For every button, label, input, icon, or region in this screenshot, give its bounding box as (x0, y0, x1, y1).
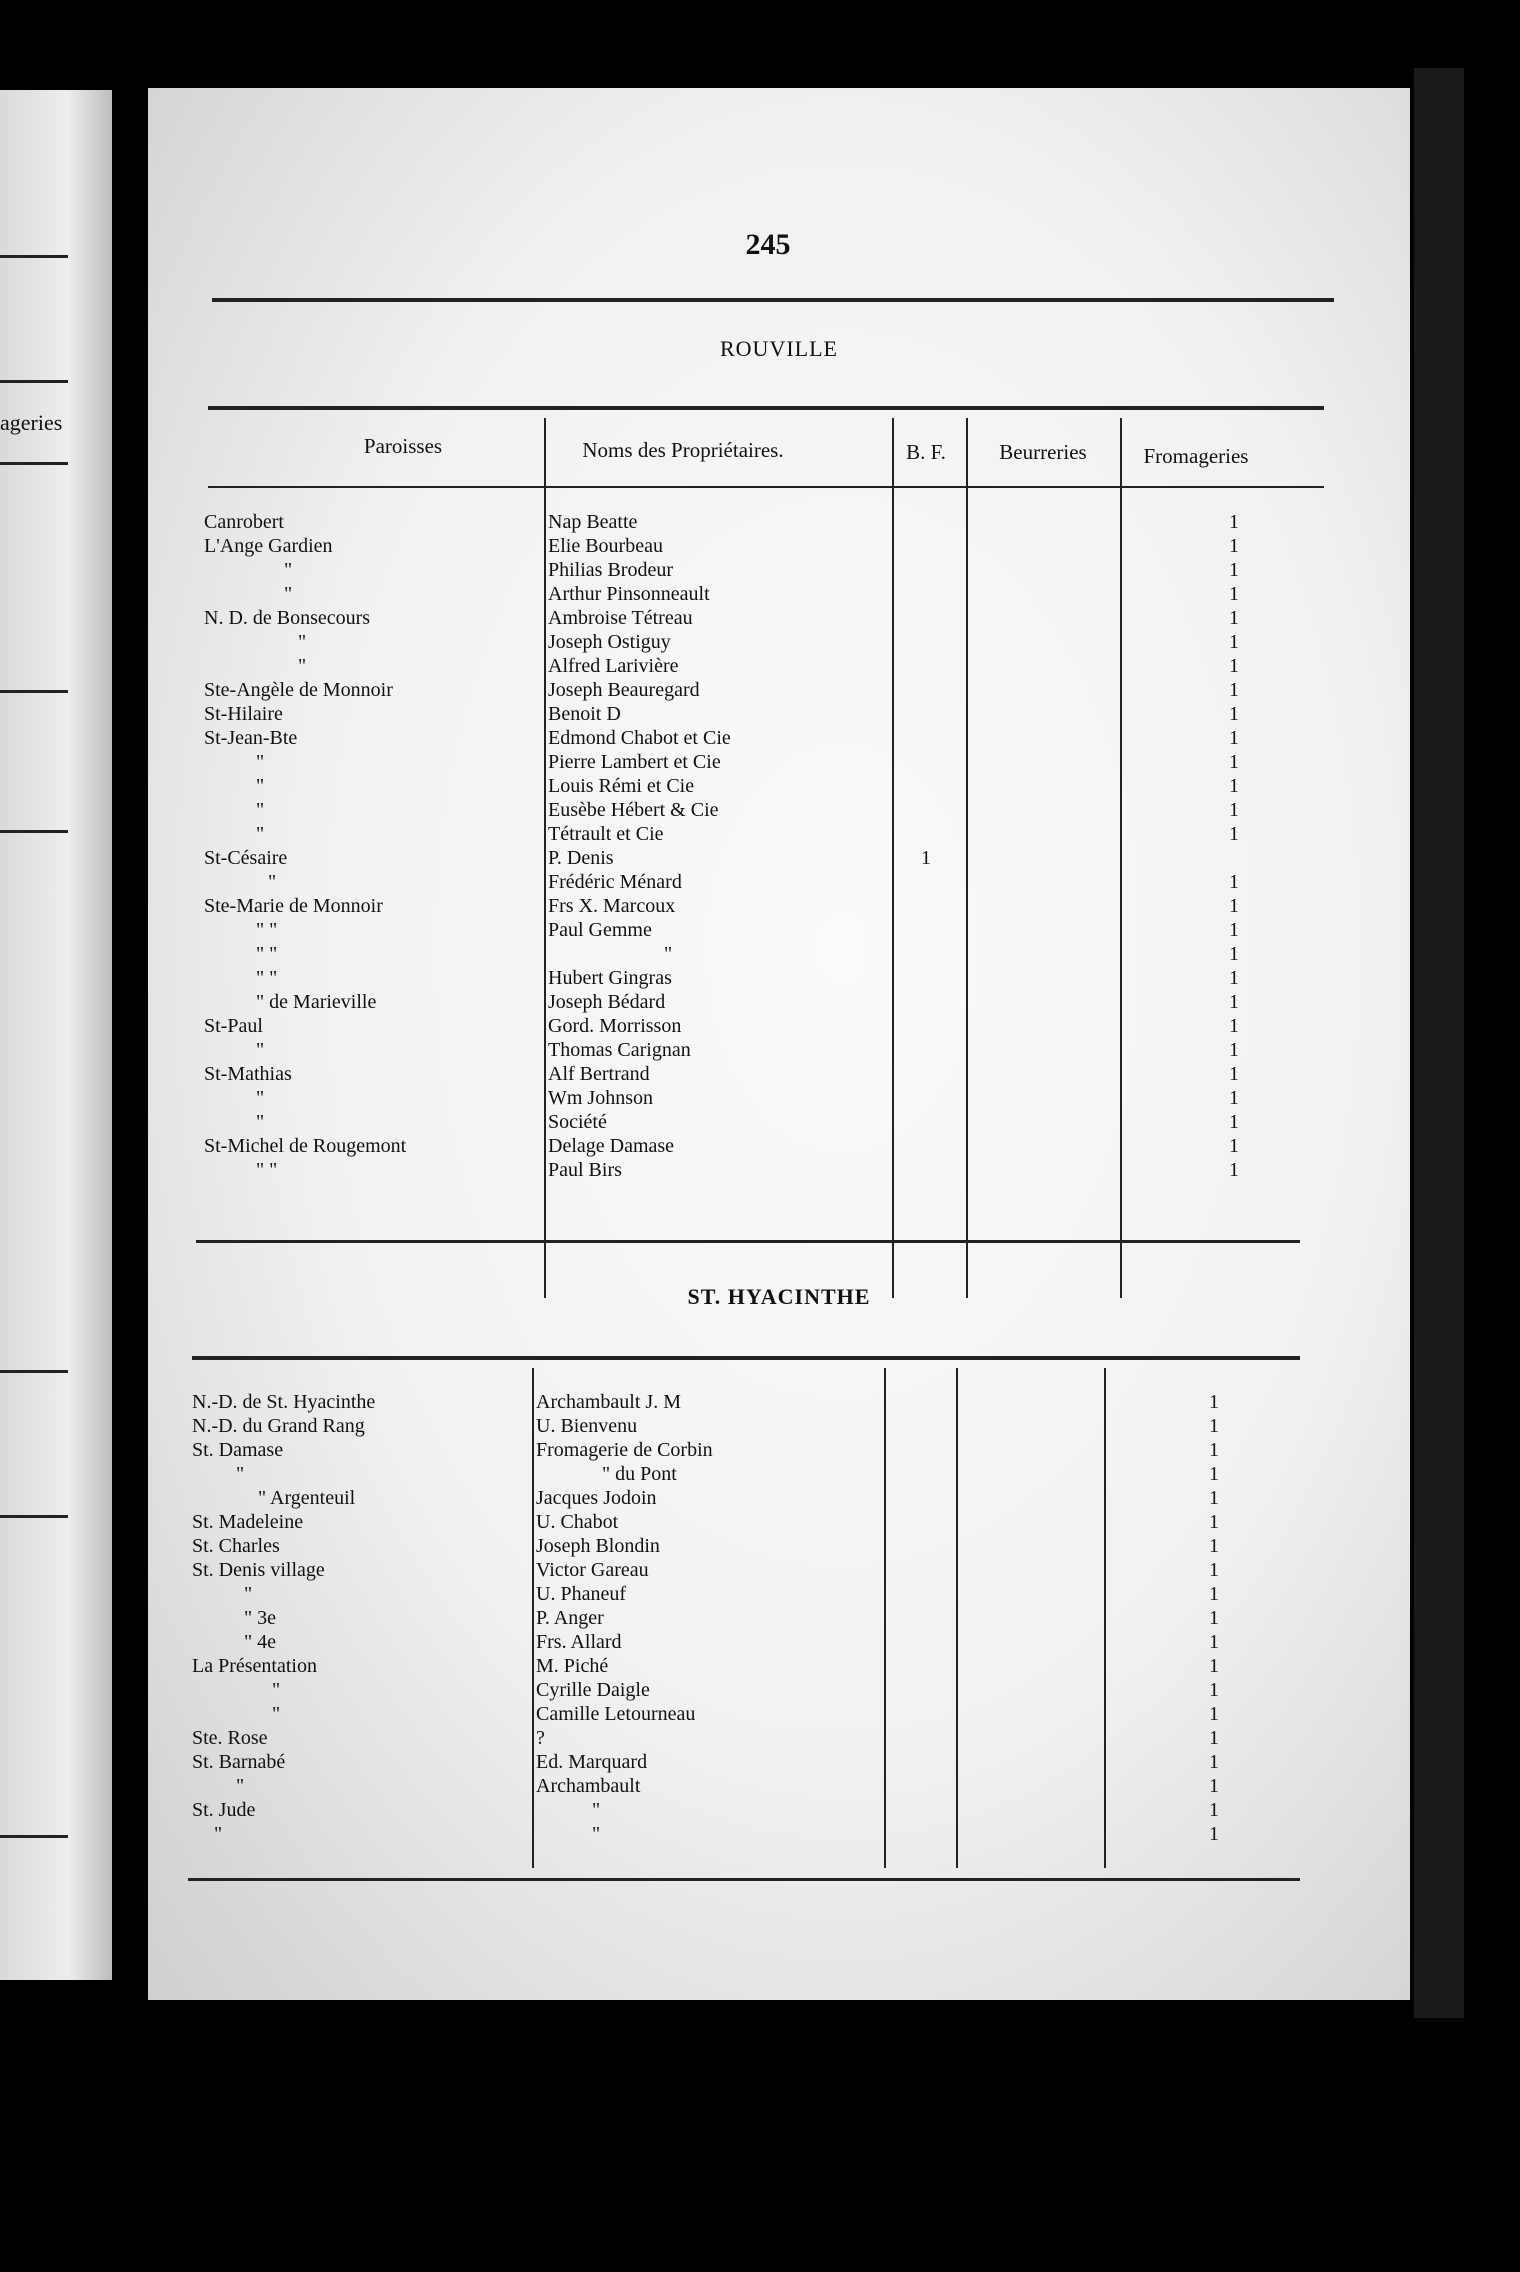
prev-page-rule (0, 830, 68, 833)
table-row: St. Charles Joseph Blondin 1 (192, 1535, 1219, 1557)
table-row: St. Barnabé Ed. Marquard 1 (192, 1751, 1219, 1773)
table-row: " Alfred Larivière 1 (298, 655, 1239, 677)
table-row: " Thomas Carignan 1 (256, 1039, 1239, 1061)
table-row: " Pierre Lambert et Cie 1 (256, 751, 1239, 773)
table-row: " U. Phaneuf 1 (244, 1583, 1219, 1605)
table-row: St-Mathias Alf Bertrand 1 (204, 1063, 1239, 1085)
table-row: " " " 1 (256, 943, 1239, 965)
prev-page-rule (0, 1515, 68, 1518)
table-row: St. Damase Fromagerie de Corbin 1 (192, 1439, 1219, 1461)
header-beurreries: Beurreries (999, 440, 1087, 464)
table-top-rule (192, 1356, 1300, 1360)
table-row: St-Césaire P. Denis 1 (204, 847, 931, 869)
table-row: N.-D. du Grand Rang U. Bienvenu 1 (192, 1415, 1219, 1437)
table-row: " Louis Rémi et Cie 1 (256, 775, 1239, 797)
table-row: " Argenteuil Jacques Jodoin 1 (258, 1487, 1219, 1509)
table-row: " " 1 (214, 1823, 1219, 1845)
header-bf: B. F. (906, 440, 946, 464)
table-row: " Cyrille Daigle 1 (272, 1679, 1219, 1701)
table-row: " Tétrault et Cie 1 (256, 823, 1239, 845)
table-row: " Wm Johnson 1 (256, 1087, 1239, 1109)
table-row: St-Paul Gord. Morrisson 1 (204, 1015, 1239, 1037)
table-row: La Présentation M. Piché 1 (192, 1655, 1219, 1677)
table-row: St. Jude " 1 (192, 1799, 1219, 1821)
table-row: Ste-Marie de Monnoir Frs X. Marcoux 1 (204, 895, 1239, 917)
table-row: St. Denis village Victor Gareau 1 (192, 1559, 1219, 1581)
table-row: Ste-Angèle de Monnoir Joseph Beauregard 1 (204, 679, 1239, 701)
table-row: L'Ange Gardien Elie Bourbeau 1 (204, 535, 1239, 557)
table-bottom-rule (188, 1878, 1300, 1881)
table-row: " Eusèbe Hébert & Cie 1 (256, 799, 1239, 821)
table-row: " Arthur Pinsonneault 1 (284, 583, 1239, 605)
table-row: Canrobert Nap Beatte 1 (204, 511, 1239, 533)
table-row: St-Michel de Rougemont Delage Damase 1 (204, 1135, 1239, 1157)
table-row: " 3e P. Anger 1 (244, 1607, 1219, 1629)
table-row: " Joseph Ostiguy 1 (298, 631, 1239, 653)
table-row: " de Marieville Joseph Bédard 1 (256, 991, 1239, 1013)
book-spine-edge (1414, 68, 1464, 2018)
table-row: " " du Pont 1 (236, 1463, 1219, 1485)
section-title-rouville: ROUVILLE (720, 336, 838, 361)
table-row: St-Jean-Bte Edmond Chabot et Cie 1 (204, 727, 1239, 749)
table-row: N.-D. de St. Hyacinthe Archambault J. M 1 (192, 1391, 1219, 1413)
table-row: " Frédéric Ménard 1 (268, 871, 1239, 893)
table-row: St. Madeleine U. Chabot 1 (192, 1511, 1219, 1533)
prev-page-rule (0, 462, 68, 465)
table-bottom-rule (196, 1240, 1300, 1243)
prev-page-fragment: ageries (0, 410, 63, 435)
prev-page-rule (0, 255, 68, 258)
page-number: 245 (745, 228, 791, 261)
table-row: N. D. de Bonsecours Ambroise Tétreau 1 (204, 607, 1239, 629)
table-row: " Camille Letourneau 1 (272, 1703, 1219, 1725)
prev-page-rule (0, 1835, 68, 1838)
prev-page-rule (0, 1370, 68, 1373)
table-row: " Archambault 1 (236, 1775, 1219, 1797)
header-paroisses: Paroisses (363, 434, 443, 458)
table-row: " " Paul Birs 1 (256, 1159, 1239, 1181)
document-page (148, 88, 1410, 2000)
prev-page-rule (0, 690, 68, 693)
top-rule (212, 298, 1334, 302)
header-noms: Noms des Propriétaires. (582, 438, 784, 462)
table-row: Ste. Rose ? 1 (192, 1727, 1219, 1749)
header-fromageries: Fromageries (1143, 444, 1249, 468)
table-row: St-Hilaire Benoit D 1 (204, 703, 1239, 725)
section-title-st-hyacinthe: ST. HYACINTHE (687, 1284, 871, 1309)
table-row: " Philias Brodeur 1 (284, 559, 1239, 581)
header-rule (208, 486, 1324, 488)
previous-page-edge (0, 90, 112, 1980)
table-row: " " Paul Gemme 1 (256, 919, 1239, 941)
table-row: " Société 1 (256, 1111, 1239, 1133)
table-row: " 4e Frs. Allard 1 (244, 1631, 1219, 1653)
prev-page-rule (0, 380, 68, 383)
table-top-rule (208, 406, 1324, 410)
table-row: " " Hubert Gingras 1 (256, 967, 1239, 989)
